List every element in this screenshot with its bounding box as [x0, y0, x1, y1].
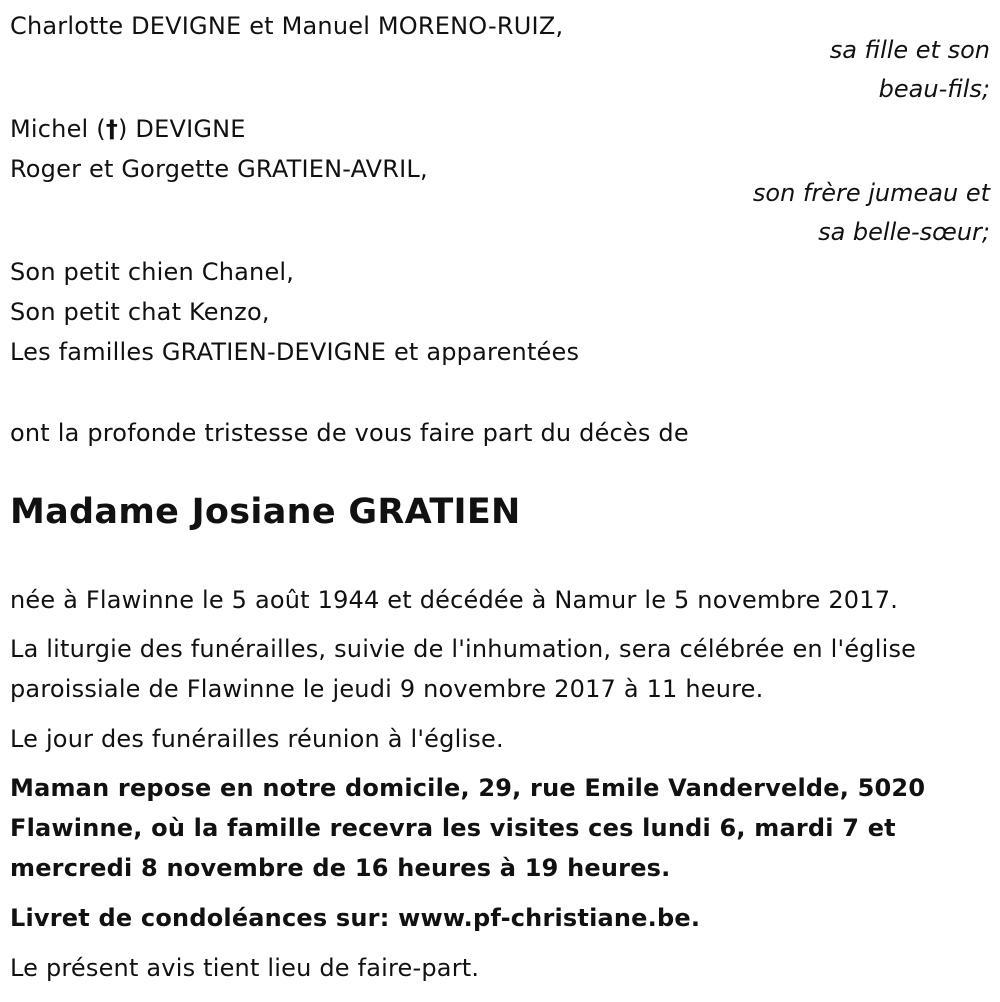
condolences-text: Livret de condoléances sur: www.pf-christiane.be.: [10, 904, 701, 932]
repose-text-2: Flawinne, où la famille recevra les visites ces lundi 6, mardi 7 et: [10, 814, 896, 842]
repose-text-1: Maman repose en notre domicile, 29, rue Emile Vandervelde, 5020: [10, 774, 926, 802]
meeting-text: Le jour des funérailles réunion à l'église.: [10, 725, 504, 753]
family-line-children: Charlotte DEVIGNE et Manuel MORENO-RUIZ,: [10, 12, 564, 40]
deceased-name: Madame Josiane GRATIEN: [10, 492, 521, 532]
relation-sister-in-law: sa belle-sœur;: [818, 218, 990, 246]
relation-twin-brother: son frère jumeau et: [752, 179, 990, 207]
husband-name-suffix: ) DEVIGNE: [118, 115, 246, 143]
husband-name-prefix: Michel (: [10, 115, 106, 143]
liturgy-text-2: paroissiale de Flawinne le jeudi 9 novembre 2017 à 11 heure.: [10, 675, 764, 703]
relation-son-in-law: beau-fils;: [878, 75, 990, 103]
notice-text: Le présent avis tient lieu de faire-part.: [10, 954, 480, 982]
birth-death-text: née à Flawinne le 5 août 1944 et décédée à Namur le 5 novembre 2017.: [10, 586, 899, 614]
family-line-husband: [10, 109, 246, 149]
family-line-cat: Son petit chat Kenzo,: [10, 298, 270, 326]
family-line-families: Les familles GRATIEN-DEVIGNE et apparentées: [10, 338, 580, 366]
repose-text-3: mercredi 8 novembre de 16 heures à 19 heures.: [10, 854, 671, 882]
family-line-dog: Son petit chien Chanel,: [10, 258, 295, 286]
relation-daughter: sa fille et son: [829, 36, 990, 64]
liturgy-text-1: La liturgie des funérailles, suivie de l'inhumation, sera célébrée en l'église: [10, 635, 917, 663]
cross-icon: †: [105, 115, 119, 143]
family-line-brother: Roger et Gorgette GRATIEN-AVRIL,: [10, 155, 428, 183]
announcement-text: ont la profonde tristesse de vous faire part du décès de: [10, 419, 689, 447]
